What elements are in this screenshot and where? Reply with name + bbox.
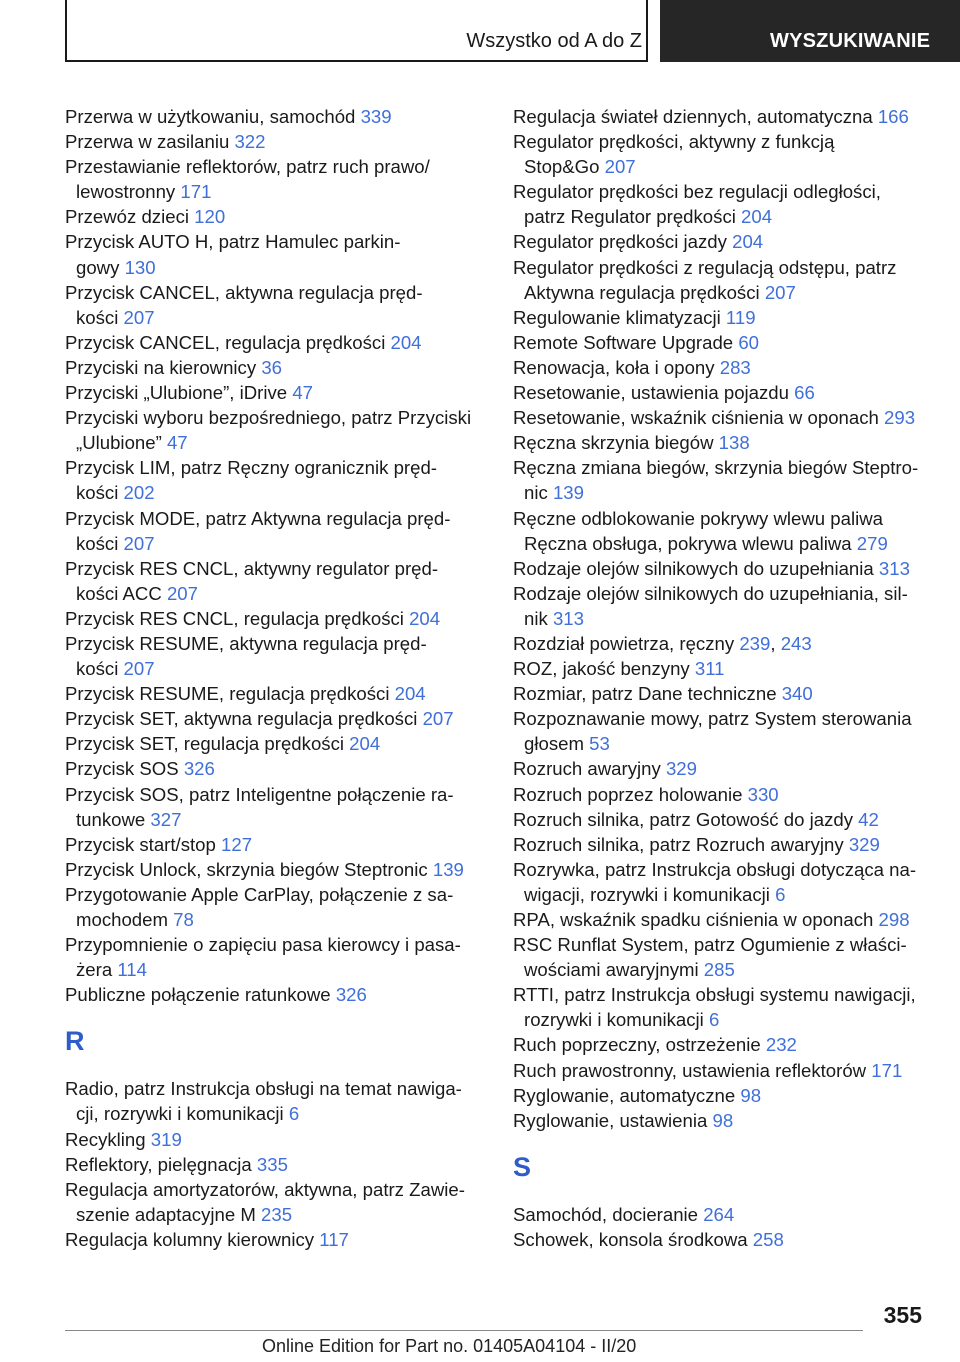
- index-entry: Przycisk CANCEL, regulacja prędkości 204: [65, 331, 422, 353]
- index-entry: Przycisk SET, aktywna regulacja prędkości 207: [65, 708, 454, 730]
- index-entry: Ryglowanie, automatyczne 98: [513, 1084, 762, 1106]
- index-entry: RSC Runflat System, patrz Ogumienie z właści- wościami awaryjnymi 285: [513, 934, 907, 981]
- page-link[interactable]: 202: [123, 482, 155, 504]
- index-entry: Rozmiar, patrz Dane techniczne 340: [513, 683, 813, 705]
- page-link[interactable]: 6: [708, 1009, 720, 1031]
- index-entry: Rozruch poprzez holowanie 330: [513, 783, 779, 805]
- page-link[interactable]: 98: [740, 1084, 762, 1106]
- index-entry: Przerwa w użytkowaniu, samochód 339: [65, 106, 392, 127]
- page-link[interactable]: 207: [604, 156, 636, 178]
- index-entry: Przycisk SOS 326: [65, 758, 215, 780]
- index-entry: Ręczne odblokowanie pokrywy wlewu paliwa Ręczna obsługa, pokrywa wlewu paliwa 279: [513, 507, 888, 554]
- page-link[interactable]: 335: [256, 1153, 288, 1175]
- page-link[interactable]: 258: [752, 1228, 784, 1250]
- index-entry: Rozrywka, patrz Instrukcja obsługi dotycząca na- wigacji, rozrywki i komunikacji 6: [513, 858, 917, 905]
- page-link[interactable]: 36: [261, 356, 283, 378]
- index-entry: Przyciski „Ulubione”, iDrive 47: [65, 382, 313, 404]
- page-link[interactable]: 207: [123, 306, 155, 328]
- page-link[interactable]: 171: [180, 181, 212, 203]
- page-link[interactable]: 204: [390, 331, 422, 353]
- index-entry: Regulowanie klimatyzacji 119: [513, 306, 756, 328]
- page-link[interactable]: 6: [775, 883, 786, 905]
- index-entry: Regulacja świateł dziennych, automatyczna 166: [513, 106, 909, 127]
- index-entry: Radio, patrz Instrukcja obsługi na temat nawiga- cji, rozrywki i komunikacji 6: [65, 1078, 462, 1125]
- page-link[interactable]: 319: [150, 1128, 182, 1150]
- page-link[interactable]: 243: [780, 632, 812, 654]
- page-link[interactable]: 78: [173, 909, 194, 930]
- page-link[interactable]: 329: [848, 833, 880, 855]
- index-entry: Regulator prędkości, aktywny z funkcją Stop&Go 207: [513, 131, 835, 178]
- index-letter-heading: S: [513, 1151, 532, 1182]
- index-entry: Przygotowanie Apple CarPlay, połączenie z sa- mochodem 78: [65, 883, 454, 930]
- section-title: Wszystko od A do Z: [466, 30, 642, 52]
- footer-edition: Online Edition for Part no. 01405A04104 - II/20: [262, 1336, 637, 1356]
- page-link[interactable]: 327: [150, 808, 182, 830]
- page-link[interactable]: 340: [781, 683, 813, 705]
- page-link[interactable]: 313: [878, 557, 910, 579]
- page-link[interactable]: 239: [739, 632, 771, 654]
- index-entry: Rozruch awaryjny 329: [513, 758, 697, 780]
- page-link[interactable]: 204: [732, 231, 764, 253]
- page-link[interactable]: 60: [738, 331, 759, 353]
- page-link[interactable]: 207: [166, 582, 198, 604]
- index-entry: Ryglowanie, ustawienia 98: [513, 1109, 734, 1131]
- page-link[interactable]: 298: [878, 909, 910, 930]
- page-link[interactable]: 330: [747, 783, 779, 805]
- index-entry: Przypomnienie o zapięciu pasa kierowcy i pasa- żera 114: [65, 934, 461, 981]
- page-link[interactable]: 207: [123, 532, 155, 554]
- index-letter-heading: R: [65, 1026, 85, 1057]
- page-link[interactable]: 207: [764, 281, 796, 303]
- footer-divider: [65, 1330, 863, 1331]
- page-link[interactable]: 120: [194, 206, 226, 228]
- page-link[interactable]: 313: [552, 607, 584, 629]
- page-link[interactable]: 127: [221, 833, 253, 855]
- page-link[interactable]: 326: [183, 758, 215, 780]
- page-link[interactable]: 322: [234, 131, 266, 153]
- index-entry: Przyciski wyboru bezpośredniego, patrz Przyciski „Ulubione” 47: [65, 407, 472, 454]
- index-entry: Przycisk RESUME, aktywna regulacja pręd- kości 207: [65, 632, 427, 680]
- index-entry: ROZ, jakość benzyny 311: [513, 658, 725, 680]
- page-link[interactable]: 293: [884, 407, 916, 429]
- page-link[interactable]: 117: [319, 1228, 349, 1250]
- index-entry: RTTI, patrz Instrukcja obsługi systemu nawigacji, rozrywki i komunikacji 6: [513, 984, 916, 1031]
- page-link[interactable]: 171: [871, 1059, 903, 1081]
- index-entry: Publiczne połączenie ratunkowe 326: [65, 984, 367, 1006]
- index-entry: Przycisk LIM, patrz Ręczny ogranicznik pręd- kości 202: [65, 457, 437, 504]
- index-entry: Rozruch silnika, patrz Rozruch awaryjny 329: [513, 833, 880, 855]
- page-link[interactable]: 207: [123, 658, 155, 680]
- index-entry: Regulacja amortyzatorów, aktywna, patrz Zawie- szenie adaptacyjne M 235: [65, 1178, 465, 1225]
- index-entry: Przerwa w zasilaniu 322: [65, 131, 266, 153]
- page-link[interactable]: 114: [117, 959, 147, 981]
- index-entry: Samochód, docieranie 264: [513, 1203, 735, 1225]
- index-entry: Regulator prędkości bez regulacji odległości, patrz Regulator prędkości 204: [513, 181, 881, 228]
- page-link[interactable]: 66: [794, 382, 815, 404]
- index-entry: Przycisk MODE, patrz Aktywna regulacja pręd- kości 207: [65, 507, 451, 554]
- index-entry: Regulator prędkości z regulacją odstępu, patrz Aktywna regulacja prędkości 207: [513, 256, 897, 303]
- index-entry: Schowek, konsola środkowa 258: [513, 1228, 784, 1250]
- page-link[interactable]: 283: [719, 356, 751, 378]
- index-entry: Przycisk start/stop 127: [65, 833, 253, 855]
- index-entry: Przycisk RES CNCL, aktywny regulator pręd- kości ACC 207: [65, 557, 439, 604]
- index-entry: Rozruch silnika, patrz Gotowość do jazdy 42: [513, 808, 879, 830]
- page-link[interactable]: 285: [703, 959, 735, 981]
- tab-wyszukiwanie[interactable]: [660, 0, 960, 62]
- index-entry: Rozpoznawanie mowy, patrz System sterowania głosem 53: [513, 708, 912, 755]
- index-entry: Przycisk AUTO H, patrz Hamulec parkin- gowy 130: [65, 231, 401, 278]
- tab-label: WYSZUKIWANIE: [770, 30, 931, 52]
- index-entry: Ręczna skrzynia biegów 138: [513, 432, 750, 454]
- page-number: 355: [883, 1302, 922, 1328]
- page-link[interactable]: 53: [589, 733, 610, 755]
- index-entry: Przycisk SET, regulacja prędkości 204: [65, 733, 381, 755]
- index-entry: Przyciski na kierownicy 36: [65, 356, 283, 378]
- page-link[interactable]: 47: [166, 432, 188, 454]
- index-column-right: [513, 104, 931, 1252]
- page-link[interactable]: 232: [765, 1034, 797, 1056]
- page-link[interactable]: 139: [552, 482, 584, 504]
- page-link[interactable]: 326: [335, 984, 367, 1006]
- page-link[interactable]: 204: [741, 206, 773, 228]
- index-entry: Ruch prawostronny, ustawienia reflektorów 171: [513, 1059, 903, 1081]
- index-entry: Rozdział powietrza, ręczny 239, 243: [513, 632, 812, 654]
- index-entry: Recykling 319: [65, 1128, 182, 1150]
- page-link[interactable]: 204: [409, 607, 441, 629]
- index-entry: Ruch poprzeczny, ostrzeżenie 232: [513, 1034, 797, 1056]
- page-link[interactable]: 207: [422, 708, 454, 730]
- index-entry: Przycisk RES CNCL, regulacja prędkości 204: [65, 607, 441, 629]
- page-link[interactable]: 138: [718, 432, 750, 454]
- page-link[interactable]: 42: [858, 808, 879, 830]
- index-entry: Przycisk CANCEL, aktywna regulacja pręd- kości 207: [65, 281, 423, 328]
- page-link[interactable]: 204: [349, 733, 381, 755]
- index-entry: Renowacja, koła i opony 283: [513, 356, 751, 378]
- page-link[interactable]: 235: [261, 1203, 293, 1225]
- page-link[interactable]: 339: [360, 106, 392, 127]
- index-entry: Reflektory, pielęgnacja 335: [65, 1153, 288, 1175]
- index-entry: Regulacja kolumny kierownicy 117: [65, 1228, 349, 1250]
- index-entry: Remote Software Upgrade 60: [513, 331, 759, 353]
- page-link[interactable]: 279: [856, 532, 888, 554]
- page-link[interactable]: 130: [124, 256, 156, 278]
- index-entry: Ręczna zmiana biegów, skrzynia biegów Steptro- nic 139: [513, 457, 919, 504]
- index-entry: Rodzaje olejów silnikowych do uzupełniania, sil- nik 313: [513, 582, 908, 629]
- page-link[interactable]: 329: [665, 758, 697, 780]
- page-link[interactable]: 119: [725, 306, 756, 328]
- index-entry: Resetowanie, wskaźnik ciśnienia w oponach 293: [513, 407, 916, 429]
- index-column-left: [65, 104, 483, 1252]
- index-entry: Rodzaje olejów silnikowych do uzupełniania 313: [513, 557, 910, 579]
- page-link[interactable]: 264: [703, 1203, 735, 1225]
- index-entry: Przestawianie reflektorów, patrz ruch prawo/ lewostronny 171: [65, 156, 430, 203]
- index-entry: Przycisk Unlock, skrzynia biegów Steptronic 139: [65, 858, 464, 880]
- page-link[interactable]: 98: [712, 1109, 734, 1131]
- index-entry: RPA, wskaźnik spadku ciśnienia w oponach 298: [513, 909, 910, 930]
- index-entry: Przycisk RESUME, regulacja prędkości 204: [65, 683, 426, 705]
- page-link[interactable]: 311: [694, 658, 725, 680]
- page-link[interactable]: 204: [394, 683, 426, 705]
- page-link[interactable]: 139: [432, 858, 464, 880]
- page-link[interactable]: 6: [288, 1103, 300, 1125]
- index-entry: Resetowanie, ustawienia pojazdu 66: [513, 382, 815, 404]
- index-entry: Przewóz dzieci 120: [65, 206, 226, 228]
- page-link[interactable]: 166: [877, 106, 909, 127]
- page-link[interactable]: 47: [292, 382, 313, 404]
- index-entry: Regulator prędkości jazdy 204: [513, 231, 764, 253]
- index-entry: Przycisk SOS, patrz Inteligentne połączenie ra- tunkowe 327: [65, 783, 454, 830]
